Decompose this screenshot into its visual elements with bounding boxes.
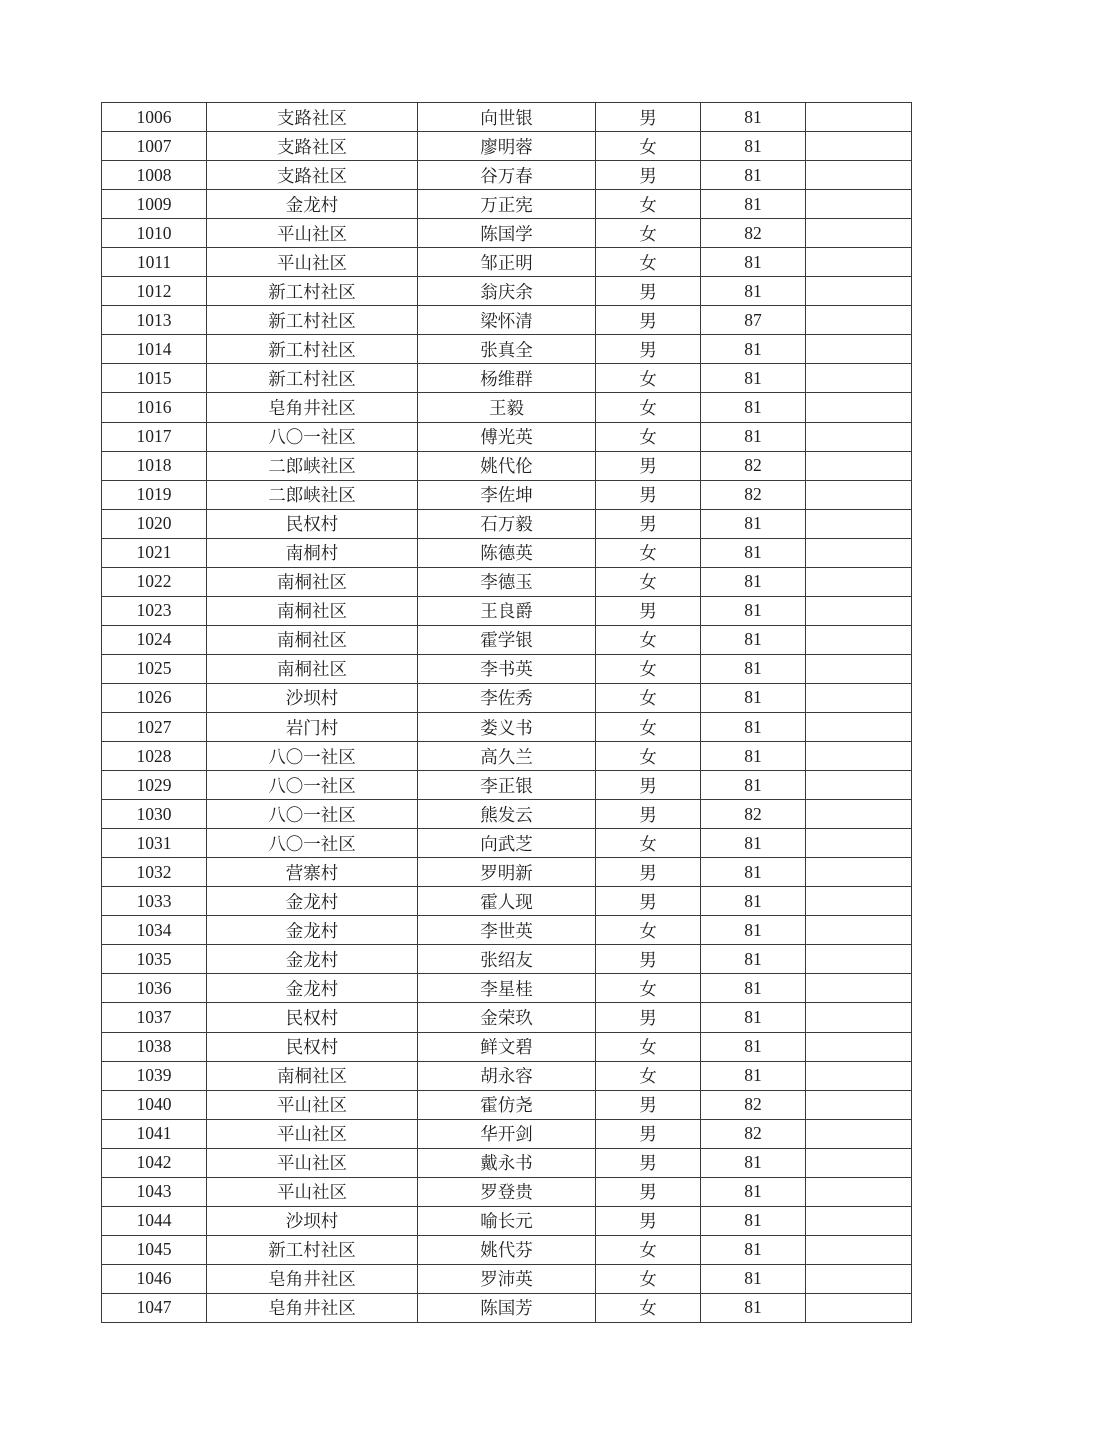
table-row	[102, 829, 912, 858]
cell-gender: 女	[596, 1235, 701, 1264]
cell-serial-number: 1028	[102, 742, 207, 771]
cell-serial-number: 1013	[102, 306, 207, 335]
cell-serial-number: 1018	[102, 451, 207, 480]
cell-remark	[806, 1206, 912, 1235]
cell-age: 82	[701, 1090, 806, 1119]
cell-community-or-village: 沙坝村	[207, 683, 418, 712]
cell-remark	[806, 277, 912, 306]
cell-person-name: 高久兰	[418, 742, 596, 771]
cell-remark	[806, 800, 912, 829]
cell-community-or-village: 平山社区	[207, 248, 418, 277]
table-row	[102, 800, 912, 829]
cell-age: 82	[701, 219, 806, 248]
cell-community-or-village: 平山社区	[207, 1148, 418, 1177]
cell-gender: 女	[596, 393, 701, 422]
cell-remark	[806, 829, 912, 858]
table-row	[102, 509, 912, 538]
cell-community-or-village: 南桐社区	[207, 625, 418, 654]
cell-community-or-village: 平山社区	[207, 1090, 418, 1119]
cell-remark	[806, 248, 912, 277]
cell-remark	[806, 219, 912, 248]
cell-gender: 女	[596, 538, 701, 567]
cell-community-or-village: 八〇一社区	[207, 422, 418, 451]
cell-community-or-village: 八〇一社区	[207, 800, 418, 829]
cell-serial-number: 1015	[102, 364, 207, 393]
cell-person-name: 谷万春	[418, 161, 596, 190]
cell-community-or-village: 皂角井社区	[207, 1293, 418, 1322]
cell-remark	[806, 364, 912, 393]
cell-remark	[806, 103, 912, 132]
cell-serial-number: 1010	[102, 219, 207, 248]
cell-community-or-village: 支路社区	[207, 103, 418, 132]
cell-age: 81	[701, 538, 806, 567]
cell-remark	[806, 190, 912, 219]
table-row	[102, 306, 912, 335]
table-row	[102, 596, 912, 625]
table-row	[102, 625, 912, 654]
cell-age: 81	[701, 742, 806, 771]
cell-gender: 男	[596, 1148, 701, 1177]
cell-person-name: 李德玉	[418, 567, 596, 596]
cell-remark	[806, 1061, 912, 1090]
cell-gender: 女	[596, 1264, 701, 1293]
cell-age: 81	[701, 916, 806, 945]
table-row	[102, 1119, 912, 1148]
table-row	[102, 248, 912, 277]
cell-person-name: 李正银	[418, 771, 596, 800]
cell-serial-number: 1033	[102, 887, 207, 916]
cell-serial-number: 1026	[102, 683, 207, 712]
cell-serial-number: 1045	[102, 1235, 207, 1264]
cell-person-name: 罗沛英	[418, 1264, 596, 1293]
cell-age: 81	[701, 683, 806, 712]
cell-community-or-village: 南桐村	[207, 538, 418, 567]
cell-remark	[806, 161, 912, 190]
cell-person-name: 万正宪	[418, 190, 596, 219]
cell-person-name: 鲜文碧	[418, 1032, 596, 1061]
table-row	[102, 654, 912, 683]
cell-age: 81	[701, 1148, 806, 1177]
cell-gender: 女	[596, 712, 701, 741]
table-row	[102, 1148, 912, 1177]
cell-gender: 男	[596, 1090, 701, 1119]
cell-serial-number: 1023	[102, 596, 207, 625]
cell-community-or-village: 新工村社区	[207, 277, 418, 306]
cell-remark	[806, 422, 912, 451]
cell-person-name: 梁怀清	[418, 306, 596, 335]
cell-gender: 女	[596, 219, 701, 248]
cell-person-name: 李世英	[418, 916, 596, 945]
cell-community-or-village: 平山社区	[207, 1119, 418, 1148]
cell-person-name: 翁庆余	[418, 277, 596, 306]
cell-community-or-village: 八〇一社区	[207, 771, 418, 800]
cell-community-or-village: 平山社区	[207, 219, 418, 248]
cell-age: 81	[701, 1293, 806, 1322]
cell-age: 81	[701, 771, 806, 800]
cell-age: 81	[701, 277, 806, 306]
cell-gender: 男	[596, 335, 701, 364]
cell-person-name: 杨维群	[418, 364, 596, 393]
table-row	[102, 1003, 912, 1032]
cell-serial-number: 1035	[102, 945, 207, 974]
cell-community-or-village: 八〇一社区	[207, 829, 418, 858]
cell-serial-number: 1036	[102, 974, 207, 1003]
cell-age: 81	[701, 1032, 806, 1061]
cell-gender: 女	[596, 683, 701, 712]
cell-gender: 女	[596, 625, 701, 654]
cell-community-or-village: 岩门村	[207, 712, 418, 741]
cell-person-name: 陈德英	[418, 538, 596, 567]
cell-community-or-village: 民权村	[207, 1032, 418, 1061]
cell-person-name: 陈国芳	[418, 1293, 596, 1322]
cell-remark	[806, 974, 912, 1003]
cell-gender: 男	[596, 771, 701, 800]
table-row	[102, 1061, 912, 1090]
cell-age: 81	[701, 393, 806, 422]
cell-gender: 女	[596, 654, 701, 683]
cell-serial-number: 1016	[102, 393, 207, 422]
cell-person-name: 李星桂	[418, 974, 596, 1003]
cell-age: 82	[701, 451, 806, 480]
table-row	[102, 771, 912, 800]
cell-remark	[806, 1264, 912, 1293]
roster-table	[101, 102, 912, 1323]
cell-community-or-village: 新工村社区	[207, 1235, 418, 1264]
table-row	[102, 1090, 912, 1119]
cell-serial-number: 1017	[102, 422, 207, 451]
cell-person-name: 石万毅	[418, 509, 596, 538]
cell-person-name: 霍人现	[418, 887, 596, 916]
cell-serial-number: 1007	[102, 132, 207, 161]
cell-community-or-village: 南桐社区	[207, 1061, 418, 1090]
cell-age: 81	[701, 248, 806, 277]
cell-age: 81	[701, 887, 806, 916]
table-row	[102, 422, 912, 451]
cell-remark	[806, 1235, 912, 1264]
cell-age: 81	[701, 1061, 806, 1090]
cell-remark	[806, 306, 912, 335]
cell-age: 81	[701, 1206, 806, 1235]
cell-age: 81	[701, 596, 806, 625]
table-row	[102, 335, 912, 364]
cell-serial-number: 1011	[102, 248, 207, 277]
cell-remark	[806, 1148, 912, 1177]
table-row	[102, 1235, 912, 1264]
cell-person-name: 向世银	[418, 103, 596, 132]
cell-remark	[806, 858, 912, 887]
cell-community-or-village: 民权村	[207, 509, 418, 538]
cell-remark	[806, 1119, 912, 1148]
cell-serial-number: 1039	[102, 1061, 207, 1090]
table-row	[102, 1032, 912, 1061]
cell-gender: 女	[596, 1061, 701, 1090]
cell-gender: 女	[596, 132, 701, 161]
cell-person-name: 傅光英	[418, 422, 596, 451]
cell-gender: 女	[596, 190, 701, 219]
cell-gender: 男	[596, 306, 701, 335]
table-row	[102, 887, 912, 916]
cell-person-name: 霍仿尧	[418, 1090, 596, 1119]
cell-person-name: 李书英	[418, 654, 596, 683]
cell-serial-number: 1006	[102, 103, 207, 132]
cell-gender: 男	[596, 509, 701, 538]
cell-remark	[806, 480, 912, 509]
cell-gender: 女	[596, 742, 701, 771]
cell-remark	[806, 625, 912, 654]
cell-remark	[806, 916, 912, 945]
table-row	[102, 161, 912, 190]
cell-gender: 女	[596, 1032, 701, 1061]
cell-gender: 女	[596, 974, 701, 1003]
cell-serial-number: 1025	[102, 654, 207, 683]
cell-person-name: 熊发云	[418, 800, 596, 829]
cell-remark	[806, 887, 912, 916]
table-row	[102, 858, 912, 887]
cell-community-or-village: 南桐社区	[207, 596, 418, 625]
cell-age: 81	[701, 422, 806, 451]
cell-age: 81	[701, 974, 806, 1003]
table-row	[102, 451, 912, 480]
cell-remark	[806, 742, 912, 771]
cell-remark	[806, 712, 912, 741]
cell-serial-number: 1044	[102, 1206, 207, 1235]
cell-remark	[806, 1293, 912, 1322]
cell-age: 81	[701, 858, 806, 887]
cell-age: 81	[701, 132, 806, 161]
table-row	[102, 277, 912, 306]
cell-gender: 男	[596, 277, 701, 306]
cell-serial-number: 1024	[102, 625, 207, 654]
table-row	[102, 945, 912, 974]
cell-serial-number: 1047	[102, 1293, 207, 1322]
cell-person-name: 罗明新	[418, 858, 596, 887]
cell-age: 81	[701, 654, 806, 683]
cell-serial-number: 1031	[102, 829, 207, 858]
cell-community-or-village: 皂角井社区	[207, 1264, 418, 1293]
cell-person-name: 廖明蓉	[418, 132, 596, 161]
cell-serial-number: 1022	[102, 567, 207, 596]
cell-community-or-village: 南桐社区	[207, 567, 418, 596]
cell-community-or-village: 金龙村	[207, 916, 418, 945]
cell-remark	[806, 654, 912, 683]
cell-community-or-village: 民权村	[207, 1003, 418, 1032]
cell-community-or-village: 二郎峡社区	[207, 451, 418, 480]
cell-community-or-village: 皂角井社区	[207, 393, 418, 422]
cell-gender: 男	[596, 480, 701, 509]
cell-person-name: 邹正明	[418, 248, 596, 277]
table-row	[102, 538, 912, 567]
cell-remark	[806, 1177, 912, 1206]
table-row	[102, 364, 912, 393]
cell-remark	[806, 538, 912, 567]
cell-remark	[806, 393, 912, 422]
cell-age: 81	[701, 103, 806, 132]
cell-person-name: 陈国学	[418, 219, 596, 248]
cell-community-or-village: 金龙村	[207, 190, 418, 219]
cell-person-name: 王毅	[418, 393, 596, 422]
cell-serial-number: 1038	[102, 1032, 207, 1061]
cell-gender: 男	[596, 1177, 701, 1206]
cell-age: 81	[701, 945, 806, 974]
cell-age: 81	[701, 190, 806, 219]
cell-gender: 男	[596, 451, 701, 480]
table-row	[102, 190, 912, 219]
table-row	[102, 567, 912, 596]
cell-remark	[806, 567, 912, 596]
cell-age: 81	[701, 1264, 806, 1293]
table-row	[102, 1206, 912, 1235]
cell-gender: 女	[596, 364, 701, 393]
cell-remark	[806, 132, 912, 161]
cell-person-name: 姚代伦	[418, 451, 596, 480]
cell-remark	[806, 771, 912, 800]
cell-serial-number: 1027	[102, 712, 207, 741]
table-row	[102, 916, 912, 945]
cell-age: 87	[701, 306, 806, 335]
cell-serial-number: 1043	[102, 1177, 207, 1206]
cell-gender: 男	[596, 1206, 701, 1235]
cell-age: 81	[701, 829, 806, 858]
cell-gender: 男	[596, 858, 701, 887]
cell-remark	[806, 945, 912, 974]
cell-person-name: 娄义书	[418, 712, 596, 741]
cell-serial-number: 1032	[102, 858, 207, 887]
cell-gender: 男	[596, 887, 701, 916]
cell-community-or-village: 金龙村	[207, 945, 418, 974]
table-row	[102, 219, 912, 248]
cell-community-or-village: 新工村社区	[207, 364, 418, 393]
cell-person-name: 王良爵	[418, 596, 596, 625]
cell-age: 81	[701, 335, 806, 364]
cell-age: 82	[701, 1119, 806, 1148]
table-row	[102, 103, 912, 132]
cell-person-name: 戴永书	[418, 1148, 596, 1177]
cell-age: 81	[701, 509, 806, 538]
cell-gender: 男	[596, 1003, 701, 1032]
cell-gender: 男	[596, 596, 701, 625]
cell-person-name: 张绍友	[418, 945, 596, 974]
cell-serial-number: 1042	[102, 1148, 207, 1177]
cell-serial-number: 1009	[102, 190, 207, 219]
cell-age: 81	[701, 625, 806, 654]
cell-gender: 女	[596, 567, 701, 596]
cell-community-or-village: 平山社区	[207, 1177, 418, 1206]
cell-serial-number: 1030	[102, 800, 207, 829]
cell-gender: 女	[596, 829, 701, 858]
cell-gender: 女	[596, 1293, 701, 1322]
cell-gender: 女	[596, 422, 701, 451]
cell-age: 82	[701, 800, 806, 829]
cell-community-or-village: 二郎峡社区	[207, 480, 418, 509]
table-row	[102, 974, 912, 1003]
cell-remark	[806, 509, 912, 538]
cell-gender: 男	[596, 945, 701, 974]
cell-serial-number: 1008	[102, 161, 207, 190]
cell-person-name: 李佐秀	[418, 683, 596, 712]
cell-age: 81	[701, 161, 806, 190]
cell-community-or-village: 沙坝村	[207, 1206, 418, 1235]
table-row	[102, 683, 912, 712]
cell-serial-number: 1041	[102, 1119, 207, 1148]
table-row	[102, 480, 912, 509]
cell-person-name: 华开剑	[418, 1119, 596, 1148]
cell-community-or-village: 营寨村	[207, 858, 418, 887]
cell-community-or-village: 金龙村	[207, 974, 418, 1003]
cell-remark	[806, 335, 912, 364]
cell-person-name: 李佐坤	[418, 480, 596, 509]
cell-gender: 女	[596, 248, 701, 277]
cell-serial-number: 1046	[102, 1264, 207, 1293]
cell-person-name: 金荣玖	[418, 1003, 596, 1032]
cell-person-name: 喻长元	[418, 1206, 596, 1235]
table-row	[102, 1177, 912, 1206]
cell-community-or-village: 新工村社区	[207, 306, 418, 335]
cell-serial-number: 1040	[102, 1090, 207, 1119]
cell-community-or-village: 新工村社区	[207, 335, 418, 364]
cell-serial-number: 1034	[102, 916, 207, 945]
table-row	[102, 712, 912, 741]
cell-gender: 女	[596, 916, 701, 945]
table-row	[102, 393, 912, 422]
cell-serial-number: 1020	[102, 509, 207, 538]
cell-age: 81	[701, 712, 806, 741]
cell-person-name: 胡永容	[418, 1061, 596, 1090]
cell-gender: 男	[596, 103, 701, 132]
cell-serial-number: 1029	[102, 771, 207, 800]
cell-serial-number: 1012	[102, 277, 207, 306]
cell-age: 81	[701, 364, 806, 393]
cell-person-name: 向武芝	[418, 829, 596, 858]
cell-age: 82	[701, 480, 806, 509]
cell-gender: 男	[596, 800, 701, 829]
cell-age: 81	[701, 567, 806, 596]
cell-gender: 男	[596, 161, 701, 190]
cell-gender: 男	[596, 1119, 701, 1148]
cell-community-or-village: 支路社区	[207, 161, 418, 190]
table-row	[102, 742, 912, 771]
cell-serial-number: 1014	[102, 335, 207, 364]
cell-serial-number: 1019	[102, 480, 207, 509]
cell-remark	[806, 1032, 912, 1061]
cell-remark	[806, 596, 912, 625]
cell-person-name: 罗登贵	[418, 1177, 596, 1206]
cell-community-or-village: 南桐社区	[207, 654, 418, 683]
cell-age: 81	[701, 1235, 806, 1264]
cell-person-name: 张真全	[418, 335, 596, 364]
cell-remark	[806, 451, 912, 480]
table-row	[102, 1293, 912, 1322]
cell-person-name: 霍学银	[418, 625, 596, 654]
cell-age: 81	[701, 1177, 806, 1206]
cell-remark	[806, 683, 912, 712]
cell-age: 81	[701, 1003, 806, 1032]
cell-community-or-village: 八〇一社区	[207, 742, 418, 771]
cell-remark	[806, 1003, 912, 1032]
cell-remark	[806, 1090, 912, 1119]
table-row	[102, 1264, 912, 1293]
table-row	[102, 132, 912, 161]
cell-serial-number: 1021	[102, 538, 207, 567]
cell-person-name: 姚代芬	[418, 1235, 596, 1264]
cell-community-or-village: 支路社区	[207, 132, 418, 161]
cell-community-or-village: 金龙村	[207, 887, 418, 916]
cell-serial-number: 1037	[102, 1003, 207, 1032]
